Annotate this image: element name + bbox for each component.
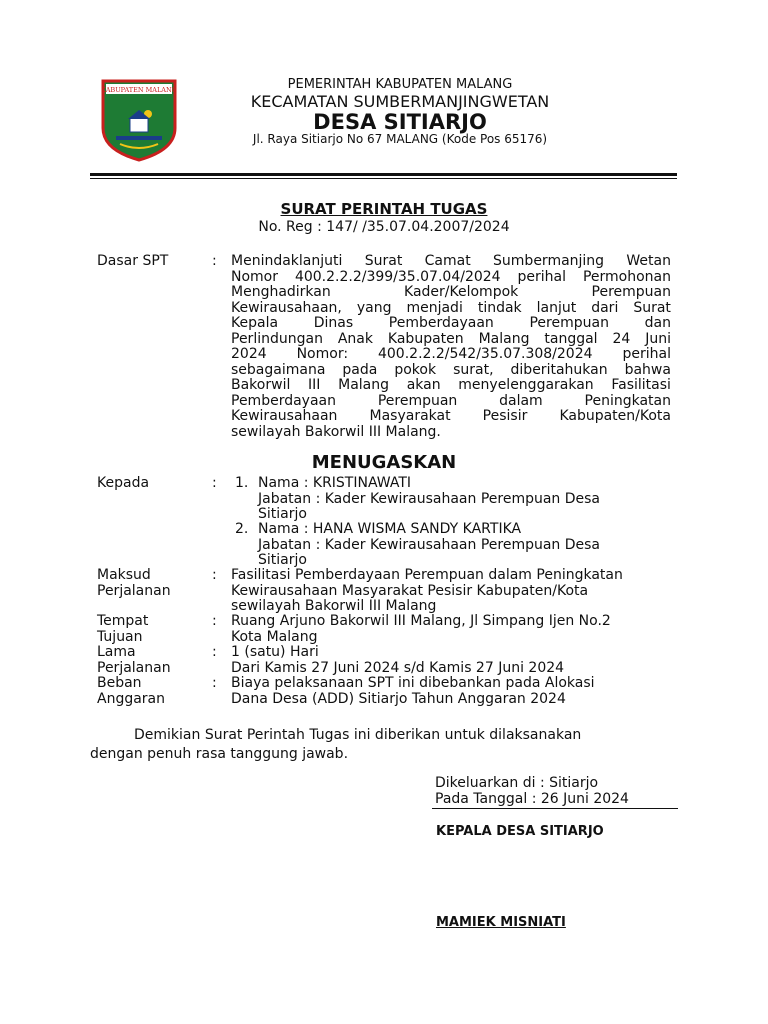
person-number: 2. [235, 521, 249, 537]
signer-name: MAMIEK MISNIATI [436, 915, 566, 930]
dasar-line [231, 316, 671, 332]
person-position-cont: Sitiarjo [258, 552, 307, 568]
dasar-word: Menghadirkan [231, 284, 331, 300]
dasar-word: III [308, 377, 321, 393]
tempat-colon: : [212, 613, 217, 629]
maksud-line: Fasilitasi Pemberdayaan Perempuan dalam Peningkatan [231, 567, 623, 583]
dasar-word: Dinas [313, 315, 354, 331]
dasar-line [231, 254, 671, 270]
maksud-line: Kewirausahaan Masyarakat Pesisir Kabupaten/Kota [231, 582, 589, 599]
letterhead-divider-thin [90, 178, 677, 179]
dasar-word: dan [644, 315, 671, 331]
lama-line: 1 (satu) Hari [231, 644, 319, 660]
beban-label-cont: Anggaran [97, 690, 166, 707]
dasar-word: menyelenggarakan [458, 377, 594, 393]
registration-number: No. Reg : 147/ /35.07.04.2007/2024 [258, 219, 510, 235]
closing-line: dengan penuh rasa tanggung jawab. [90, 746, 349, 762]
document-title: SURAT PERINTAH TUGAS [280, 200, 488, 218]
signer-title: KEPALA DESA SITIARJO [436, 824, 604, 839]
kepada-colon: : [212, 475, 217, 491]
kepada-label: Kepada [97, 475, 150, 491]
dasar-word: Kewirausahaan, [231, 299, 342, 316]
issue-details [435, 776, 629, 807]
dasar-line [231, 363, 671, 379]
dasar-line [231, 378, 671, 394]
closing-paragraph [90, 726, 680, 764]
dasar-word: Perlindungan [231, 330, 323, 347]
dasar-line [231, 301, 671, 317]
dasar-word: Pesisir [482, 408, 528, 424]
government-name: PEMERINTAH KABUPATEN MALANG [287, 77, 513, 92]
dasar-word: Nomor: [296, 346, 349, 362]
tempat-label: Tempat [97, 613, 149, 629]
office-address: Jl. Raya Sitiarjo No 67 MALANG (Kode Pos 65176) [252, 132, 548, 146]
lama-label-cont: Perjalanan [97, 659, 171, 676]
dasar-word: yang [356, 299, 392, 316]
dasar-word: Peningkatan [584, 392, 671, 409]
maksud-colon: : [212, 567, 217, 583]
maksud-label-cont: Perjalanan [97, 582, 171, 599]
dasar-word: bahwa [624, 361, 671, 378]
dasar-word: Kabupaten/Kota [559, 408, 671, 424]
dasar-word: akan [406, 377, 441, 393]
dasar-line [231, 332, 671, 348]
dasar-word: lanjut [536, 299, 577, 316]
beban-line: Biaya pelaksanaan SPT ini dibebankan pada Alokasi [231, 675, 595, 691]
dasar-word: Menindaklanjuti [231, 253, 343, 269]
dasar-word: Perempuan [591, 284, 671, 300]
dasar-word: sebagaimana [231, 361, 326, 378]
closing-line: Demikian Surat Perintah Tugas ini diberikan untuk dilaksanakan [134, 727, 582, 743]
dasar-word: Perempuan [529, 315, 609, 331]
dasar-word: pada [342, 361, 378, 378]
tempat-line: Kota Malang [231, 628, 318, 645]
dasar-word: Anak [337, 330, 373, 347]
dasar-line [231, 409, 671, 425]
lama-line: Dari Kamis 27 Juni 2024 s/d Kamis 27 Juni 2024 [231, 659, 565, 676]
dasar-word: Malang [338, 377, 389, 393]
dasar-last-line: sewilayah Bakorwil III Malang. [231, 423, 441, 440]
dasar-word: perihal [622, 346, 671, 362]
dasar-word: Malang [478, 330, 530, 347]
dasar-word: Surat [633, 299, 671, 316]
dasar-word: Perempuan [377, 392, 458, 409]
person-name: Nama : KRISTINAWATI [258, 475, 412, 491]
beban-colon: : [212, 675, 217, 691]
beban-line: Dana Desa (ADD) Sitiarjo Tahun Anggaran 2024 [231, 690, 566, 707]
dasar-word: Bakorwil [231, 377, 291, 393]
dasar-colon: : [212, 253, 217, 269]
dasar-word: Nomor [231, 268, 278, 285]
person-name: Nama : HANA WISMA SANDY KARTIKA [258, 521, 522, 537]
dasar-word: perihal [517, 268, 567, 285]
beban-label: Beban [97, 675, 142, 691]
person-position: Jabatan : Kader Kewirausahaan Perempuan Desa [258, 536, 601, 553]
tempat-label-cont: Tujuan [97, 628, 143, 645]
tempat-line: Ruang Arjuno Bakorwil III Malang, Jl Simpang Ijen No.2 [231, 613, 611, 629]
maksud-label: Maksud [97, 567, 151, 583]
lama-label: Lama [97, 644, 136, 660]
dasar-word: Pemberdayaan [388, 315, 494, 331]
dasar-word: dari [591, 299, 619, 316]
dasar-word: Kewirausahaan [231, 408, 338, 424]
dasar-line [231, 394, 671, 410]
person-number: 1. [235, 475, 249, 491]
dasar-word: 400.2.2.2/399/35.07.04/2024 [294, 268, 501, 285]
issue-underline [432, 808, 678, 809]
subdistrict-name: KECAMATAN SUMBERMANJINGWETAN [250, 92, 550, 111]
dasar-word: 2024 [231, 346, 267, 362]
dasar-word: Permohonan [582, 268, 671, 285]
dasar-word: Sumbermanjing [493, 253, 605, 269]
dasar-word: diberitahukan [510, 361, 608, 378]
dasar-line [231, 347, 671, 363]
assignment-heading: MENUGASKAN [311, 452, 457, 473]
issue-date: Pada Tanggal : 26 Juni 2024 [435, 790, 629, 807]
dasar-word: Surat [364, 253, 403, 269]
person-position: Jabatan : Kader Kewirausahaan Perempuan Desa [258, 490, 601, 507]
issue-place: Dikeluarkan di : Sitiarjo [435, 775, 599, 791]
village-name: DESA SITIARJO [313, 110, 487, 134]
dasar-word: Kader/Kelompok [404, 284, 519, 300]
dasar-word: Wetan [626, 253, 671, 269]
person-position-cont: Sitiarjo [258, 506, 307, 522]
dasar-word: Camat [424, 253, 471, 269]
dasar-word: Kabupaten [387, 330, 464, 347]
dasar-word: 24 [612, 330, 631, 347]
dasar-word: tanggal [544, 330, 598, 347]
dasar-word: Fasilitasi [611, 377, 671, 393]
dasar-word: Juni [645, 330, 671, 347]
dasar-word: pokok [394, 361, 437, 378]
dasar-word: menjadi [406, 299, 463, 316]
lama-colon: : [212, 644, 217, 660]
svg-text:KABUPATEN MALANG: KABUPATEN MALANG [101, 86, 177, 94]
dasar-word: Masyarakat [369, 408, 451, 424]
dasar-word: tindak [477, 299, 522, 316]
letterhead-divider-thick [90, 173, 677, 176]
dasar-line [231, 285, 671, 301]
dasar-word: 400.2.2.2/542/35.07.308/2024 [377, 346, 593, 362]
dasar-word: Kepala [231, 315, 279, 331]
dasar-word: surat, [453, 361, 494, 378]
dasar-word: dalam [499, 392, 543, 409]
dasar-label: Dasar SPT [97, 253, 169, 269]
maksud-line: sewilayah Bakorwil III Malang [231, 598, 437, 614]
dasar-word: Pemberdayaan [231, 392, 336, 409]
dasar-line [231, 270, 671, 286]
